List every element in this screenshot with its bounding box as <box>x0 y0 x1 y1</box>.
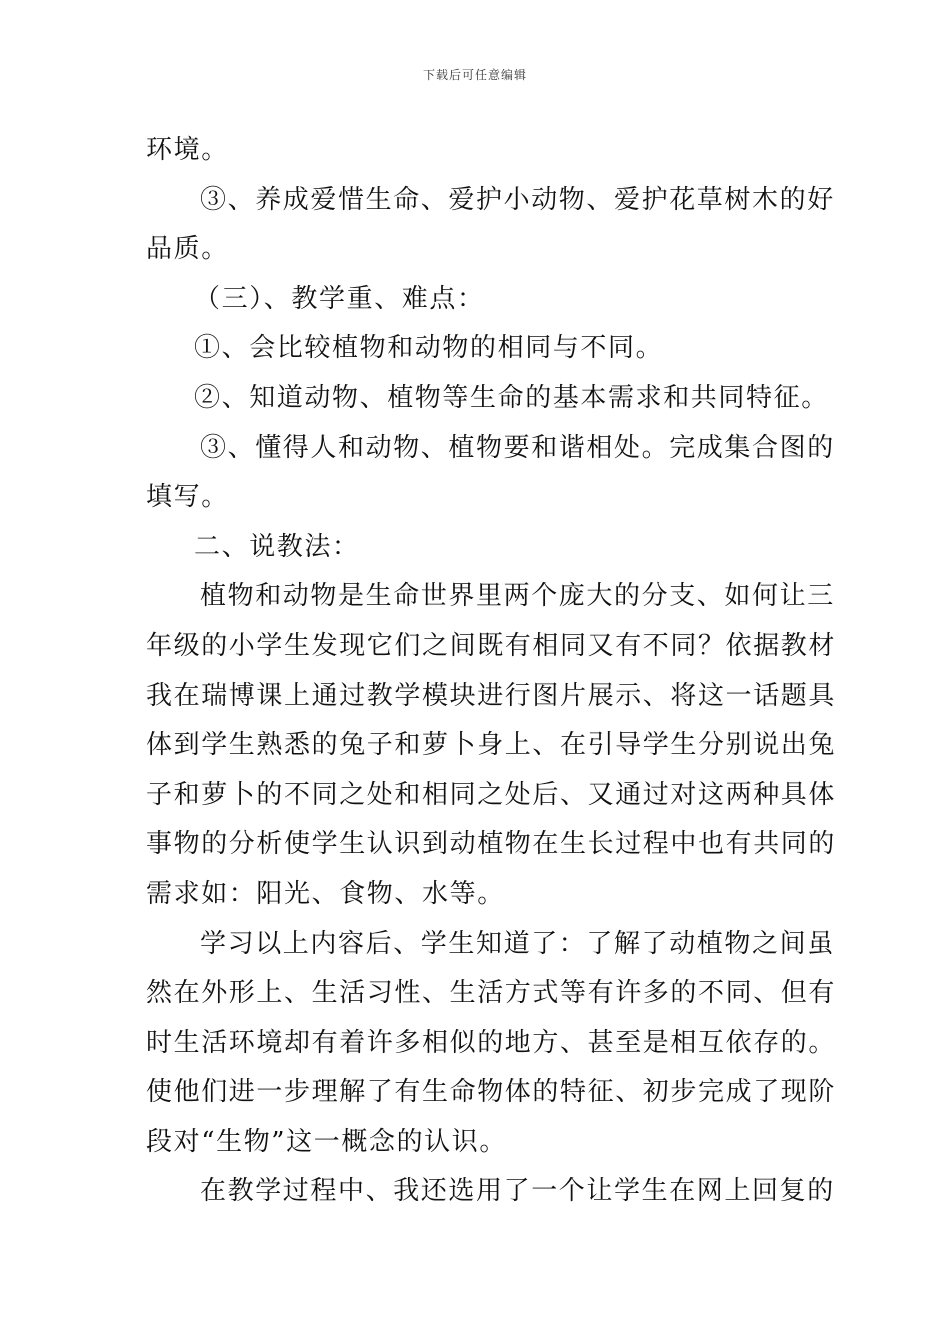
document-body <box>146 126 837 1217</box>
text-line: 年级的小学生发现它们之间既有相同又有不同？依据教材 <box>146 630 837 661</box>
text-line: 事物的分析使学生认识到动植物在生长过程中也有共同的 <box>146 829 837 860</box>
text-line: ③、懂得人和动物、植物要和谐相处。完成集合图的 <box>200 432 835 463</box>
text-line: 品质。 <box>146 234 229 265</box>
section-heading: 二、说教法： <box>194 531 360 562</box>
text-line: 填写。 <box>146 482 229 513</box>
text-line: 然在外形上、生活习性、生活方式等有许多的不同、但有 <box>146 978 837 1009</box>
text-line: ③、养成爱惜生命、爱护小动物、爱护花草树木的好 <box>200 184 835 215</box>
text-line: 时生活环境却有着许多相似的地方、甚至是相互依存的。 <box>146 1027 837 1058</box>
text-line: 体到学生熟悉的兔子和萝卜身上、在引导学生分别说出兔 <box>146 730 837 761</box>
text-line: 需求如：阳光、食物、水等。 <box>146 878 505 909</box>
section-heading: （三）、教学重、难点： <box>194 283 485 314</box>
text-line: 段对“生物”这一概念的认识。 <box>146 1126 507 1157</box>
page-header: 下载后可任意编辑 <box>422 68 527 82</box>
text-line: 学习以上内容后、学生知道了：了解了动植物之间虽 <box>200 928 835 959</box>
text-line: 植物和动物是生命世界里两个庞大的分支、如何让三 <box>200 581 835 612</box>
text-line: 我在瑞博课上通过教学模块进行图片展示、将这一话题具 <box>146 680 837 711</box>
text-line: 使他们进一步理解了有生命物体的特征、初步完成了现阶 <box>146 1077 837 1108</box>
text-line: 环境。 <box>146 135 229 165</box>
text-line: ①、会比较植物和动物的相同与不同。 <box>194 333 664 364</box>
text-line: 子和萝卜的不同之处和相同之处后、又通过对这两种具体 <box>146 779 837 810</box>
text-line: ②、知道动物、植物等生命的基本需求和共同特征。 <box>194 382 829 413</box>
text-line: 在教学过程中、我还选用了一个让学生在网上回复的 <box>200 1176 835 1207</box>
